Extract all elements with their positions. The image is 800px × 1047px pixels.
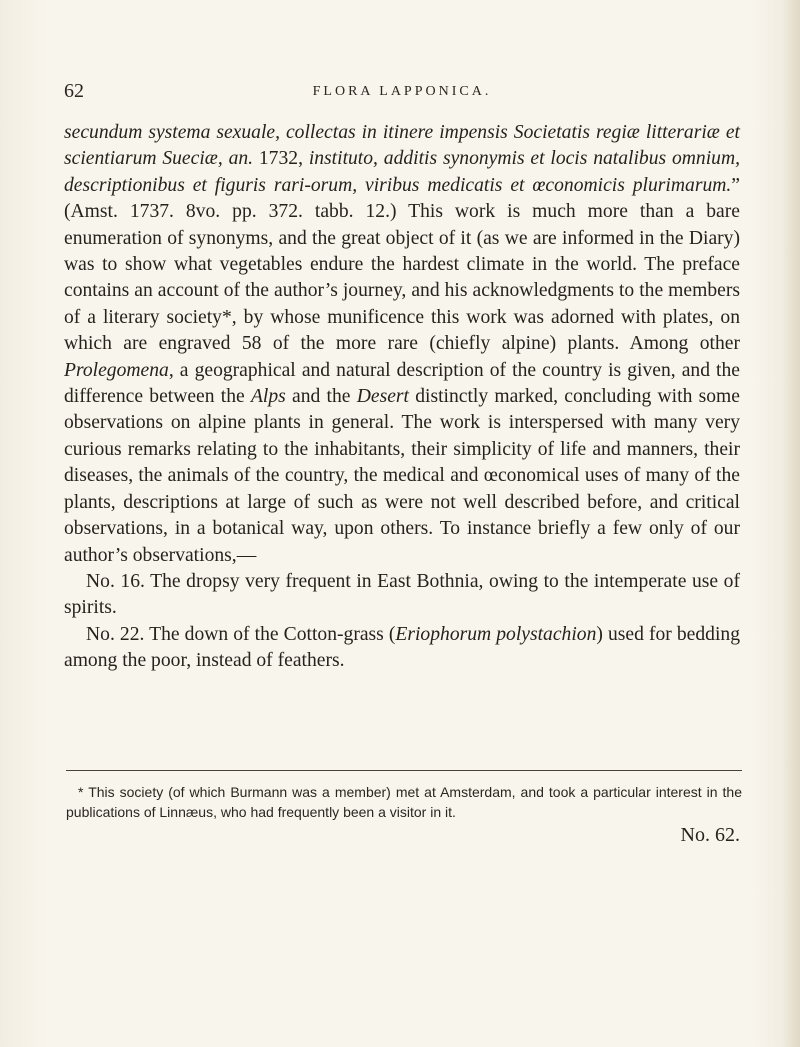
running-title: FLORA LAPPONICA.	[312, 84, 492, 99]
paragraph-1-text-d: distinctly marked, concluding with some observations on alpine plants in general. The work is interspersed with many very curious remarks relating to the inhabitants, their simplicity of life and manners, their diseases, the animals of the country, the medical and œconomical uses of many of the plants, descriptions at large of such as were not well described before, and critical observations, in a botanical way, upon others. To instance briefly a few only of our author’s observations,—	[64, 386, 740, 566]
latin-title-line-3: synonymis et locis natalibus omnium, descriptionibus et figuris rari-	[64, 148, 741, 196]
paragraph-3	[64, 622, 740, 675]
term-desert: Desert	[356, 386, 409, 408]
page-edge-shadow	[782, 0, 800, 1047]
paragraph-1-text-c: and the	[285, 386, 357, 408]
publication-details: ” (Amst. 1737.	[64, 174, 740, 223]
latin-title-year: 1732,	[253, 148, 309, 170]
term-prolegomena: Prolegomena	[64, 359, 169, 381]
page-header	[64, 80, 740, 110]
paragraph-1-text-a: 8vo. pp. 372. tabb. 12.) This work is much more than a bare enumeration of synonyms, and the great object of it (as we are informed in the Diary) was to show what vegetables endure the hardest climate in the world. The preface contains an account of the author’s journey, and his acknowledgments to the members of a literary society*, by whose munificence this work was adorned with plates, on which are engraved 58 of the more rare (chiefly alpine) plants. Among other	[64, 201, 740, 355]
latin-title-line-2: regiæ litterariæ et scientiarum Sueciæ, an.	[64, 122, 740, 170]
footnote: * This society (of which Burmann was a member) met at Amsterdam, and took a particular interest in the publications of Linnæus, who had frequently been a visitor in it.	[66, 784, 742, 820]
species-name: Eriophorum polystachion	[395, 623, 597, 645]
footnote-rule	[66, 770, 742, 771]
paragraph-1-text-b: , a geographical and natural description of the country is given, and the difference between the	[64, 359, 740, 408]
paragraph-3-text-b: ) used for bedding among the poor, instead of feathers.	[64, 623, 741, 672]
body-text	[64, 120, 740, 675]
catchword: No. 62.	[680, 824, 740, 846]
paragraph-3-text-a: No. 22. The down of the Cotton-grass (	[86, 623, 396, 645]
paragraph-1	[64, 120, 740, 569]
paragraph-2: No. 16. The dropsy very frequent in East Bothnia, owing to the intemperate use of spirits.	[64, 570, 740, 619]
term-alps: Alps	[250, 386, 286, 408]
latin-title-line-2b: instituto, additis	[308, 148, 438, 170]
latin-title-line-1: secundum systema sexuale, collectas in itinere impensis Societatis	[64, 122, 590, 143]
latin-title-line-4: orum, viribus medicatis et œconomicis plurimarum.	[310, 174, 732, 196]
page-number: 62	[64, 80, 84, 102]
